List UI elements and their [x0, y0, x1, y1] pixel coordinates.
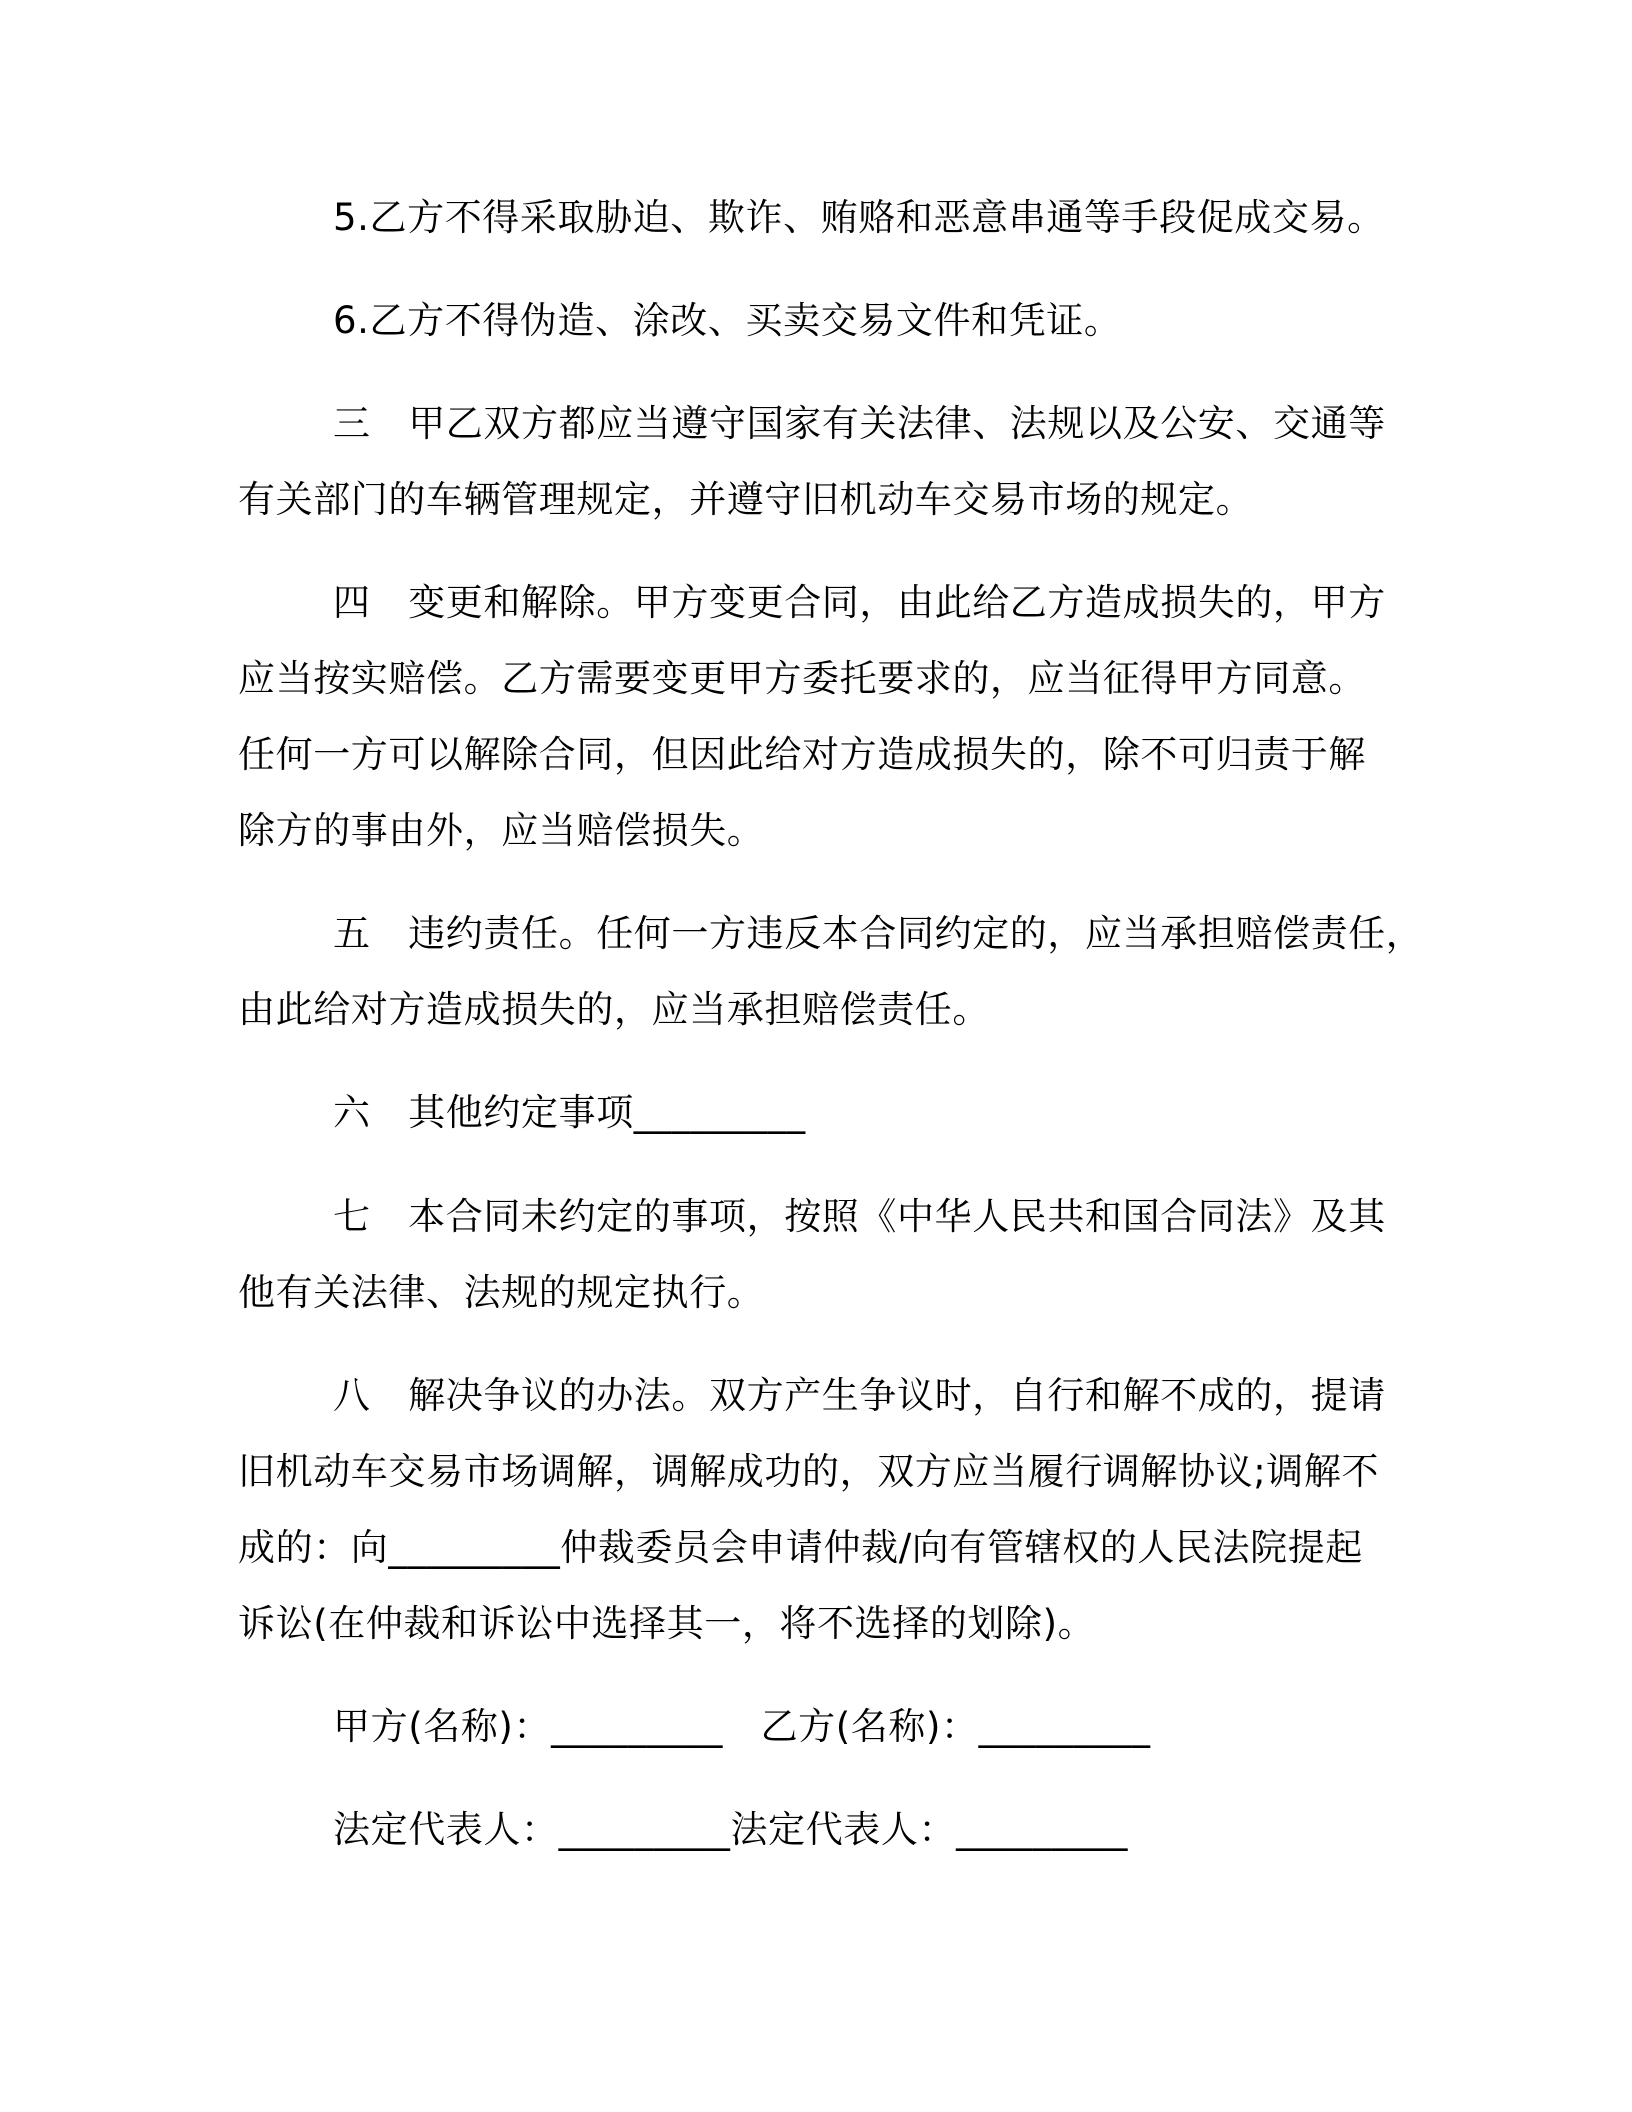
section-8-line-1: 八 解决争议的办法。双方产生争议时，自行和解不成的，提请	[333, 1374, 1386, 1417]
section-4-line-3: 任何一方可以解除合同，但因此给对方造成损失的，除不可归责于解	[238, 733, 1366, 776]
clause-5-line: 5.乙方不得采取胁迫、欺诈、贿赂和恶意串通等手段促成交易。	[333, 196, 1385, 239]
signature-reps-line: 法定代表人：_________法定代表人：_________	[333, 1808, 1128, 1851]
section-8-line-3: 成的：向_________仲裁委员会申请仲裁/向有管辖权的人民法院提起	[238, 1526, 1363, 1569]
section-5-line-2: 由此给对方造成损失的，应当承担赔偿责任。	[238, 988, 990, 1031]
section-7-line-2: 他有关法律、法规的规定执行。	[238, 1271, 765, 1314]
section-8-line-2: 旧机动车交易市场调解，调解成功的，双方应当履行调解协议;调解不	[238, 1450, 1380, 1493]
section-3-line-1: 三 甲乙双方都应当遵守国家有关法律、法规以及公安、交通等	[333, 402, 1386, 445]
section-3-line-2: 有关部门的车辆管理规定，并遵守旧机动车交易市场的规定。	[238, 478, 1254, 521]
section-8-line-4: 诉讼(在仲裁和诉讼中选择其一，将不选择的划除)。	[238, 1602, 1096, 1645]
section-4-line-1: 四 变更和解除。甲方变更合同，由此给乙方造成损失的，甲方	[333, 581, 1386, 624]
clause-6-line: 6.乙方不得伪造、涂改、买卖交易文件和凭证。	[333, 299, 1122, 342]
section-5-line-1: 五 违约责任。任何一方违反本合同约定的，应当承担赔偿责任，	[333, 912, 1424, 955]
section-7-line-1: 七 本合同未约定的事项，按照《中华人民共和国合同法》及其	[333, 1195, 1386, 1238]
section-4-line-4: 除方的事由外，应当赔偿损失。	[238, 809, 765, 852]
section-4-line-2: 应当按实赔偿。乙方需要变更甲方委托要求的，应当征得甲方同意。	[238, 657, 1366, 700]
signature-names-line: 甲方(名称)：_________ 乙方(名称)：_________	[333, 1705, 1151, 1748]
section-6-line: 六 其他约定事项_________	[333, 1091, 806, 1134]
